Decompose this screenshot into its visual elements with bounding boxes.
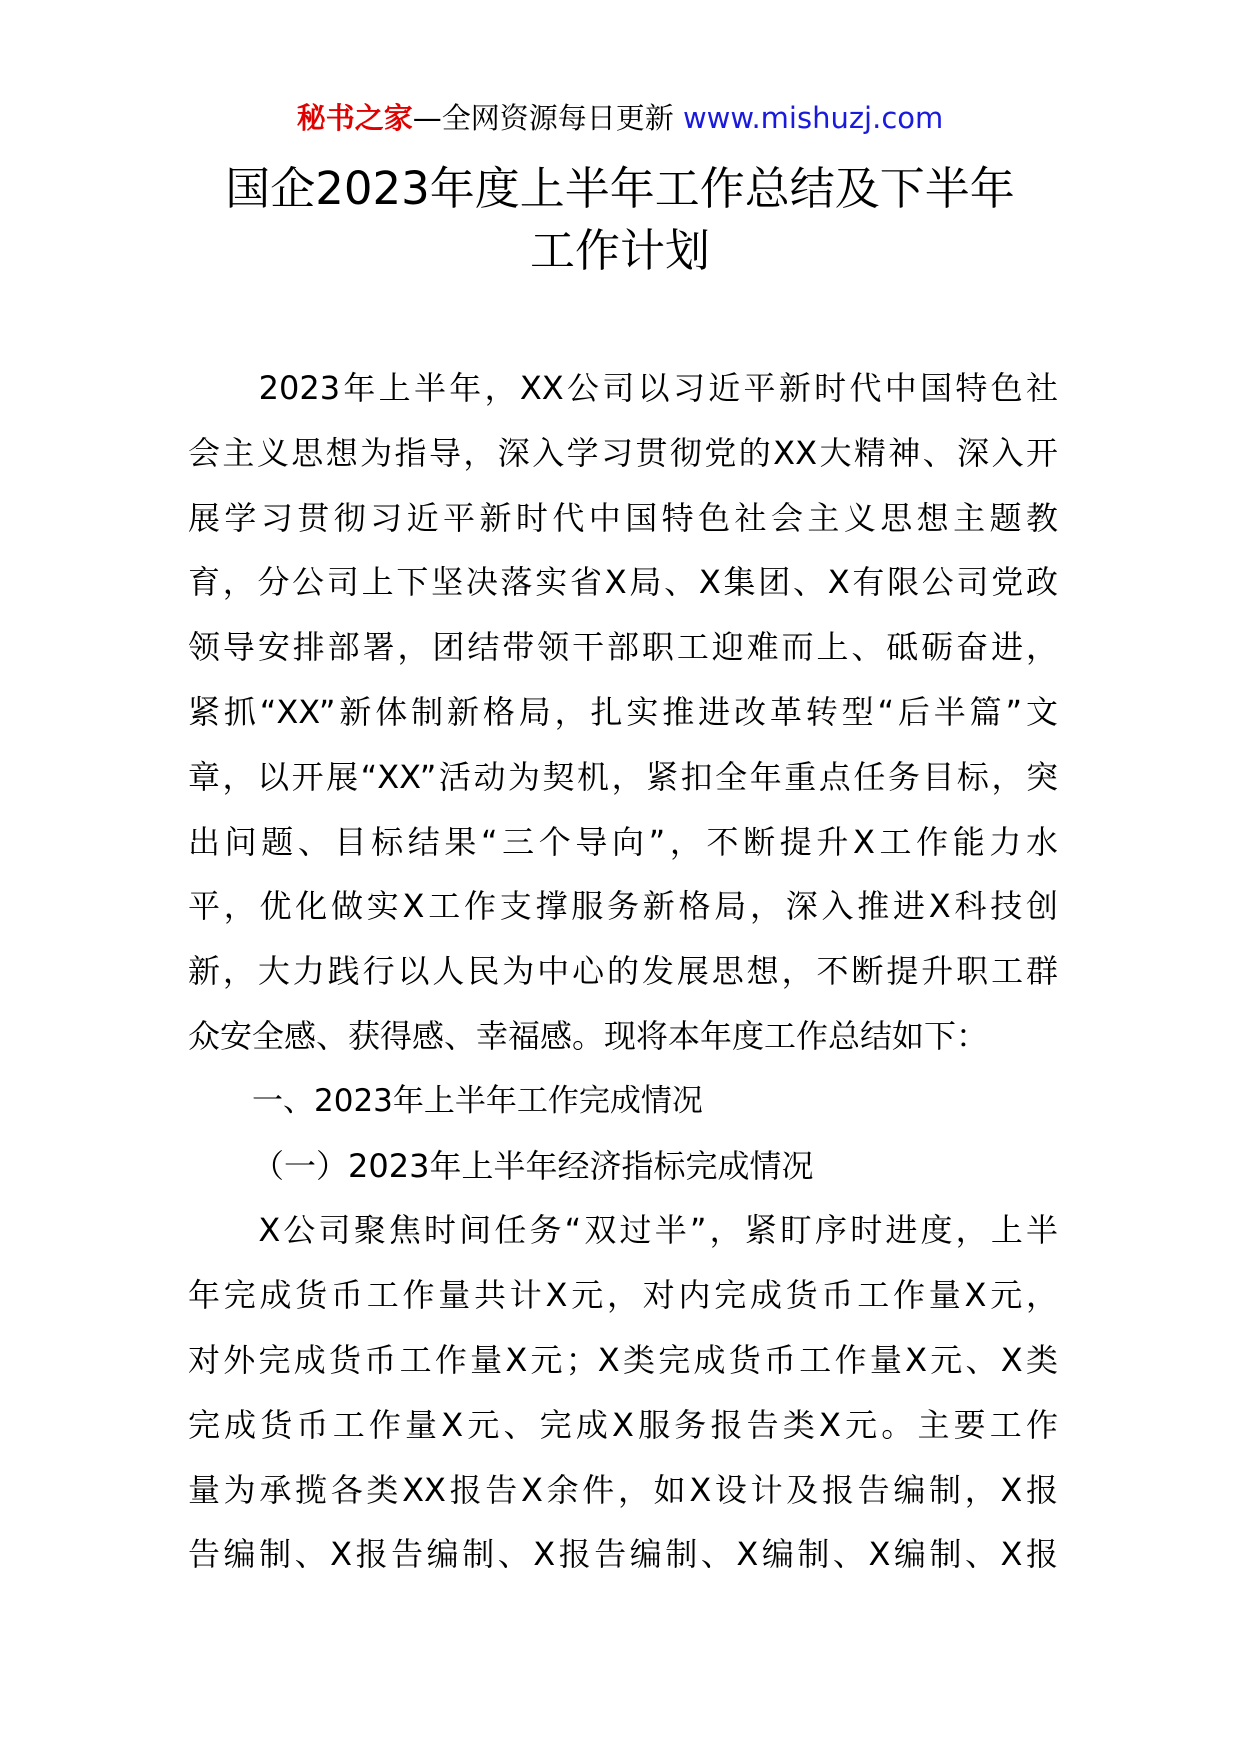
intro-line: 育，分公司上下坚决落实省X局、X集团、X有限公司党政 bbox=[188, 563, 1058, 602]
paragraph-line: 完成货币工作量X元、完成X服务报告类X元。主要工作 bbox=[188, 1405, 1058, 1444]
intro-line: 新，大力践行以人民为中心的发展思想，不断提升职工群 bbox=[188, 952, 1058, 991]
paragraph-line: 告编制、X报告编制、X报告编制、X编制、X编制、X报 bbox=[188, 1535, 1058, 1574]
title-line-1: 国企2023年度上半年工作总结及下半年 bbox=[225, 162, 1015, 215]
paragraph-line: 对外完成货币工作量X元；X类完成货币工作量X元、X类 bbox=[188, 1340, 1058, 1379]
document-body bbox=[188, 356, 1058, 1587]
intro-line: 平，优化做实X工作支撑服务新格局，深入推进X科技创 bbox=[188, 887, 1058, 926]
subsection-heading: （一）2023年上半年经济指标完成情况 bbox=[252, 1146, 814, 1185]
brand-name: 秘书之家 bbox=[296, 101, 413, 135]
title-line-2: 工作计划 bbox=[529, 224, 710, 277]
intro-line: 展学习贯彻习近平新时代中国特色社会主义思想主题教 bbox=[188, 498, 1058, 537]
intro-line: 众安全感、获得感、幸福感。现将本年度工作总结如下： bbox=[188, 1016, 989, 1055]
intro-line: 紧抓“XX”新体制新格局，扎实推进改革转型“后半篇”文 bbox=[188, 692, 1058, 731]
intro-line: 领导安排部署，团结带领干部职工迎难而上、砥砺奋进， bbox=[188, 628, 1058, 667]
intro-line: 章，以开展“XX”活动为契机，紧扣全年重点任务目标，突 bbox=[188, 757, 1058, 796]
document-title bbox=[0, 158, 1240, 282]
intro-line: 2023年上半年，XX公司以习近平新时代中国特色社 bbox=[188, 369, 1058, 407]
paragraph-line: 年完成货币工作量共计X元，对内完成货币工作量X元， bbox=[188, 1276, 1058, 1315]
site-url-link[interactable]: www.mishuzj.com bbox=[682, 101, 944, 135]
header-tagline: —全网资源每日更新 bbox=[412, 101, 683, 135]
section-heading: 一、2023年上半年工作完成情况 bbox=[252, 1082, 703, 1119]
paragraph-line: 量为承揽各类XX报告X余件，如X设计及报告编制，X报 bbox=[188, 1470, 1058, 1509]
intro-line: 会主义思想为指导，深入学习贯彻党的XX大精神、深入开 bbox=[188, 433, 1058, 472]
intro-line: 出问题、目标结果“三个导向”，不断提升X工作能力水 bbox=[188, 822, 1058, 861]
paragraph-line: X公司聚焦时间任务“双过半”，紧盯序时进度，上半 bbox=[188, 1211, 1058, 1250]
site-header bbox=[0, 98, 1240, 138]
